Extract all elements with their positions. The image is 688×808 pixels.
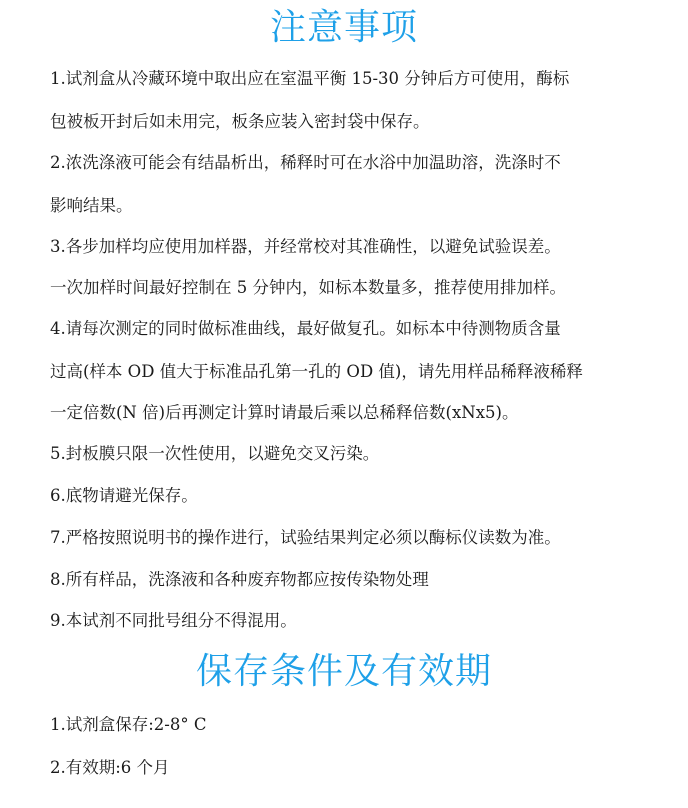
storage-title: 保存条件及有效期 (195, 651, 492, 692)
notes-line-9: 一定倍数(N 倍)后再测定计算时请最后乘以总稀释倍数(xNx5)。 (50, 403, 519, 422)
notes-line-11: 6.底物请避光保存。 (50, 486, 198, 505)
notes-line-13: 8.所有样品，洗涤液和各种废弃物都应按传染物处理 (50, 570, 429, 589)
notes-line-3: 2.浓洗涤液可能会有结晶析出，稀释时可在水浴中加温助溶，洗涤时不 (50, 153, 561, 172)
notes-line-7: 4.请每次测定的同时做标准曲线，最好做复孔。如标本中待测物质含量 (50, 319, 561, 338)
storage-line-1: 1.试剂盒保存:2-8° C (50, 715, 207, 734)
notes-title: 注意事项 (269, 7, 418, 48)
notes-line-10: 5.封板膜只限一次性使用，以避免交叉污染。 (50, 444, 380, 463)
notes-line-2: 包被板开封后如未用完，板条应装入密封袋中保存。 (50, 112, 430, 131)
notes-line-12: 7.严格按照说明书的操作进行，试验结果判定必须以酶标仪读数为准。 (50, 528, 561, 547)
notes-line-1: 1.试剂盒从冷藏环境中取出应在室温平衡 15-30 分钟后方可使用，酶标 (50, 69, 570, 88)
notes-line-6: 一次加样时间最好控制在 5 分钟内，如标本数量多，推荐使用排加样。 (50, 278, 566, 297)
storage-line-2: 2.有效期:6 个月 (50, 758, 170, 777)
notes-line-5: 3.各步加样均应使用加样器，并经常校对其准确性，以避免试验误差。 (50, 237, 561, 256)
notes-line-4: 影响结果。 (50, 196, 133, 215)
notes-line-8: 过高(样本 OD 值大于标准品孔第一孔的 OD 值)，请先用样品稀释液稀释 (50, 362, 583, 381)
notes-line-14: 9.本试剂不同批号组分不得混用。 (50, 611, 297, 630)
